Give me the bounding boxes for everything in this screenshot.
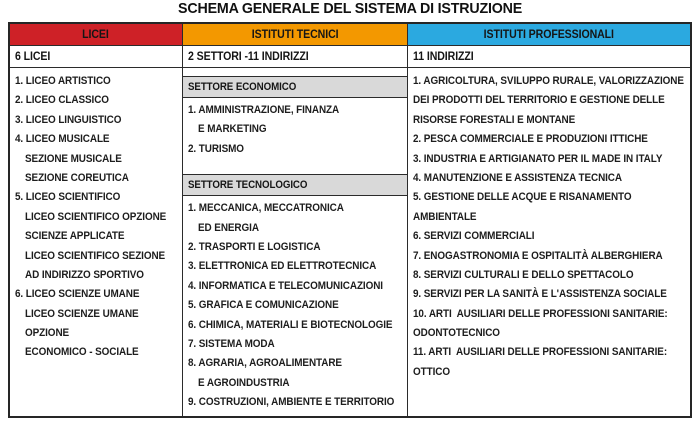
list-line-text: 5. GESTIONE DELLE ACQUE E RISANAMENTO — [413, 191, 632, 204]
list-line — [10, 111, 182, 130]
list-line-text: 6. SERVIZI COMMERCIALI — [413, 230, 535, 243]
list-line-text: 2. TURISMO — [187, 142, 244, 155]
list-line — [183, 219, 408, 238]
list-line-text: SEZIONE COREUTICA — [25, 171, 129, 184]
column-header-istituti-professionali-text: ISTITUTI PROFESSIONALI — [484, 28, 615, 41]
column-subheader-istituti-professionali-text: 11 INDIRIZZI — [413, 50, 475, 63]
list-line-text: 1. AGRICOLTURA, SVILUPPO RURALE, VALORIZZAZIONE — [413, 75, 685, 87]
list-line-text: 7. ENOGASTRONOMIA E OSPITALITÀ ALBERGHIERA — [413, 249, 664, 262]
list-line — [408, 227, 690, 246]
list-line-text: 6. CHIMICA, MATERIALI E BIOTECNOLOGIE — [187, 318, 393, 331]
list-line-text: 5. LICEO SCIENTIFICO — [15, 191, 121, 204]
list-line — [408, 111, 690, 130]
list-line-text: 3. INDUSTRIA E ARTIGIANATO PER IL MADE IN ITALY — [413, 152, 663, 165]
list-line — [408, 343, 690, 362]
list-line-text: ECONOMICO - SOCIALE — [25, 346, 139, 359]
list-line-text: 1. AMMINISTRAZIONE, FINANZA — [187, 104, 339, 116]
list-line — [10, 285, 182, 304]
list-line-text: SCIENZE APPLICATE — [25, 230, 125, 243]
column-subheader-istituti-professionali — [408, 46, 690, 68]
list-line — [408, 188, 690, 207]
list-line-text: 4. LICEO MUSICALE — [15, 133, 110, 146]
list-line-text: SEZIONE MUSICALE — [25, 152, 122, 165]
sector-band — [183, 174, 408, 196]
list-line — [183, 296, 408, 315]
list-line — [10, 324, 182, 343]
list-line-text: 3. LICEO LINGUISTICO — [15, 113, 122, 126]
list-line — [10, 188, 182, 207]
list-line-text: 6. LICEO SCIENZE UMANE — [15, 288, 140, 301]
column-subheader-istituti-tecnici-text: 2 SETTORI -11 INDIRIZZI — [187, 50, 309, 63]
list-line — [183, 277, 408, 296]
list-line-text: ED ENERGIA — [197, 221, 259, 234]
list-line-text: ODONTOTECNICO — [413, 327, 501, 340]
list-line-text: 3. ELETTRONICA ED ELETTROTECNICA — [187, 260, 376, 273]
sector-band-text: SETTORE TECNOLOGICO — [187, 179, 308, 192]
list-line-text: 2. TRASPORTI E LOGISTICA — [187, 240, 321, 253]
list-line — [10, 343, 182, 362]
column-header-istituti-tecnici-text: ISTITUTI TECNICI — [251, 28, 339, 41]
list-line — [10, 227, 182, 246]
list-line-text: AD INDIRIZZO SPORTIVO — [25, 268, 144, 281]
column-body-istituti-professionali — [408, 68, 690, 416]
sector-band-text: SETTORE ECONOMICO — [187, 81, 296, 93]
column-body-licei — [10, 68, 182, 416]
list-line — [10, 72, 182, 91]
list-line — [183, 120, 408, 139]
list-line — [10, 130, 182, 149]
spacer — [183, 159, 408, 170]
sector-band — [183, 76, 408, 98]
list-line-text: 9. COSTRUZIONI, AMBIENTE E TERRITORIO — [187, 396, 395, 409]
list-line — [10, 247, 182, 266]
list-line — [408, 169, 690, 188]
list-line-text: 7. SISTEMA MODA — [187, 337, 275, 350]
list-line — [408, 324, 690, 343]
column-header-istituti-tecnici — [183, 24, 408, 46]
list-line-text: 10. ARTI AUSILIARI DELLE PROFESSIONI SANITARIE: — [413, 307, 669, 320]
list-line — [183, 374, 408, 393]
list-line — [183, 354, 408, 373]
column-subheader-licei-text: 6 LICEI — [15, 50, 51, 63]
list-line-text: 8. AGRARIA, AGROALIMENTARE — [187, 357, 342, 370]
list-line — [408, 266, 690, 285]
list-line — [10, 169, 182, 188]
list-line-text: DEI PRODOTTI DEL TERRITORIO E GESTIONE DELLE — [413, 94, 666, 107]
column-istituti-professionali — [408, 24, 690, 416]
list-line-text: OPZIONE — [25, 327, 70, 340]
column-licei — [10, 24, 183, 416]
list-line — [408, 363, 690, 382]
list-line — [10, 208, 182, 227]
list-line — [408, 208, 690, 227]
list-line — [183, 101, 408, 120]
list-line-text: LICEO SCIENTIFICO OPZIONE — [25, 210, 167, 223]
list-line — [183, 238, 408, 257]
list-line-text: OTTICO — [413, 365, 451, 378]
list-line — [408, 247, 690, 266]
list-line-text: LICEO SCIENZE UMANE — [25, 307, 139, 320]
list-line — [183, 199, 408, 218]
list-line — [183, 393, 408, 412]
list-line-text: E MARKETING — [197, 123, 267, 136]
schema-table — [8, 22, 692, 418]
column-header-licei — [10, 24, 182, 46]
list-line-text: RISORSE FORESTALI E MONTANE — [413, 113, 576, 126]
list-line-text: 1. MECCANICA, MECCATRONICA — [187, 202, 344, 215]
list-line-text: 9. SERVIZI PER LA SANITÀ E L'ASSISTENZA SOCIALE — [413, 288, 668, 301]
list-line — [183, 257, 408, 276]
list-line-text: LICEO SCIENTIFICO SEZIONE — [25, 249, 166, 262]
column-subheader-licei — [10, 46, 182, 68]
list-line — [10, 266, 182, 285]
list-line-text: 5. GRAFICA E COMUNICAZIONE — [187, 299, 339, 312]
list-line — [183, 140, 408, 159]
list-line-text: 11. ARTI AUSILIARI DELLE PROFESSIONI SANITARIE: — [413, 346, 668, 359]
list-line-text: 1. LICEO ARTISTICO — [15, 75, 111, 87]
list-line-text: E AGROINDUSTRIA — [197, 376, 290, 389]
list-line — [10, 305, 182, 324]
list-line — [408, 150, 690, 169]
column-header-licei-text: LICEI — [82, 28, 110, 41]
column-header-istituti-professionali — [408, 24, 690, 46]
list-line — [408, 285, 690, 304]
list-line — [408, 91, 690, 110]
list-line — [10, 150, 182, 169]
column-istituti-tecnici — [183, 24, 409, 416]
list-line-text: AMBIENTALE — [413, 210, 477, 223]
list-line-text: 2. PESCA COMMERCIALE E PRODUZIONI ITTICHE — [413, 133, 649, 146]
list-line-text: 4. MANUTENZIONE E ASSISTENZA TECNICA — [413, 171, 623, 184]
list-line-text: 8. SERVIZI CULTURALI E DELLO SPETTACOLO — [413, 268, 634, 281]
list-line — [408, 72, 690, 91]
list-line — [408, 130, 690, 149]
column-body-istituti-tecnici — [183, 68, 408, 416]
list-line — [183, 335, 408, 354]
list-line-text: 2. LICEO CLASSICO — [15, 94, 109, 107]
list-line — [183, 316, 408, 335]
list-line-text: 4. INFORMATICA E TELECOMUNICAZIONI — [187, 279, 383, 292]
list-line — [408, 305, 690, 324]
column-subheader-istituti-tecnici — [183, 46, 408, 68]
list-line — [10, 91, 182, 110]
page-title: SCHEMA GENERALE DEL SISTEMA DI ISTRUZIONE — [177, 0, 522, 17]
